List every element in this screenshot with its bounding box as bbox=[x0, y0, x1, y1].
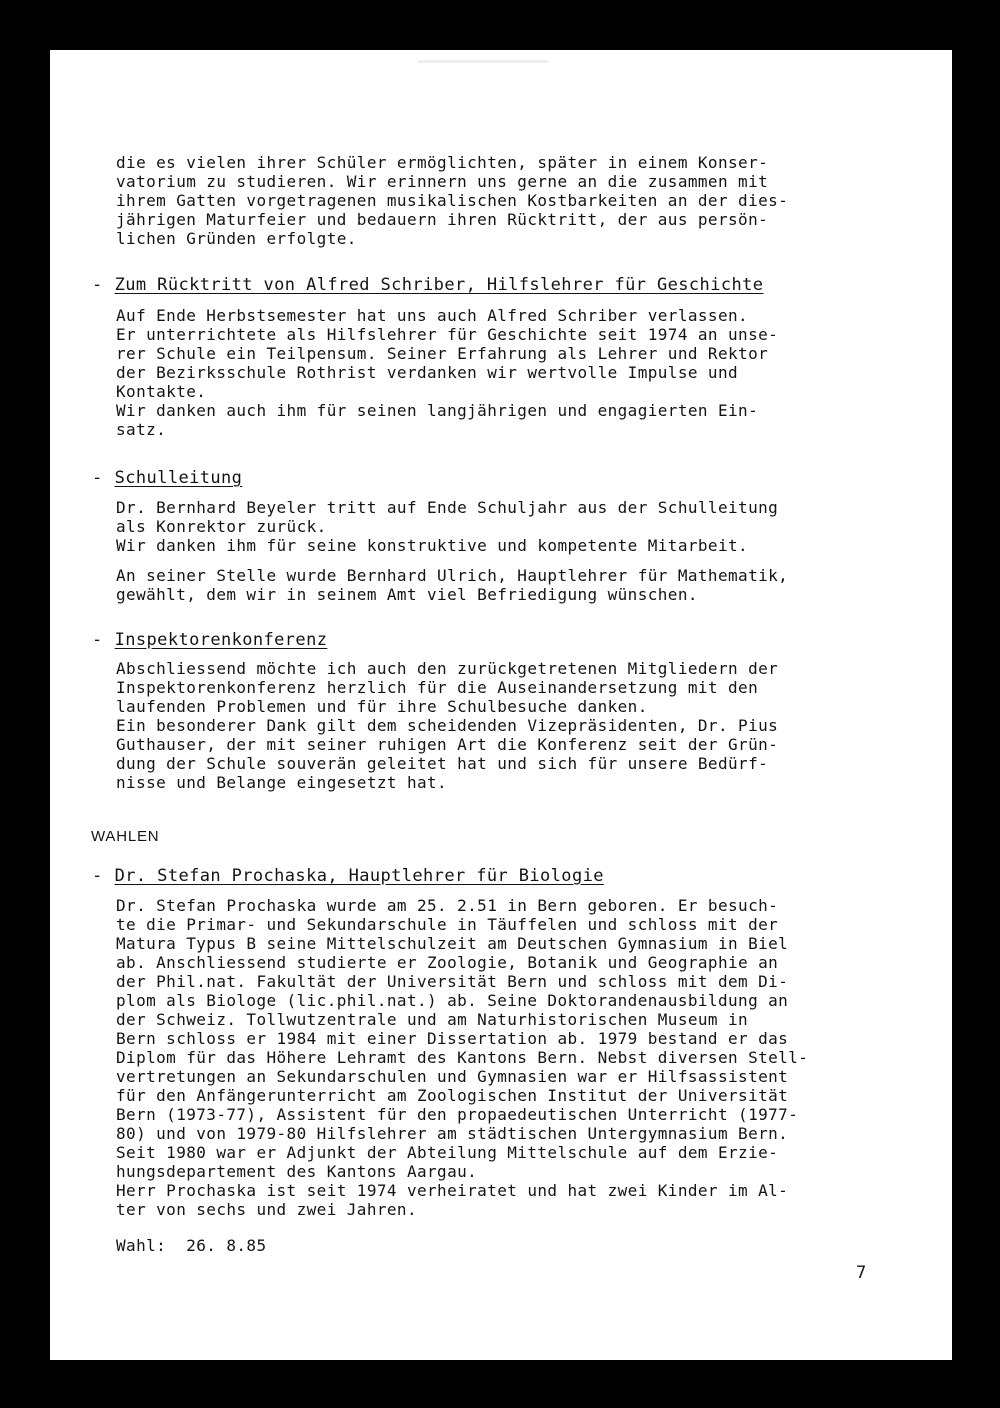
text-line: satz. bbox=[116, 420, 167, 439]
text-line: jährigen Maturfeier und bedauern ihren Rücktritt, der aus persön- bbox=[116, 210, 769, 229]
section-heading-schriber bbox=[92, 276, 763, 295]
text-line: An seiner Stelle wurde Bernhard Ulrich, Hauptlehrer für Mathematik, bbox=[116, 566, 789, 585]
schulleitung-paragraph-2 bbox=[116, 566, 916, 604]
text-line: Ein besonderer Dank gilt dem scheidenden Vizepräsidenten, Dr. Pius bbox=[116, 716, 779, 735]
intro-paragraph bbox=[116, 153, 916, 248]
text-line: Bern schloss er 1984 mit einer Dissertation ab. 1979 bestand er das bbox=[116, 1029, 789, 1048]
text-line: für den Anfängerunterricht am Zoologischen Institut der Universität bbox=[116, 1086, 789, 1105]
section-heading-schulleitung bbox=[92, 469, 242, 488]
text-line: Inspektorenkonferenz herzlich für die Auseinandersetzung mit den bbox=[116, 678, 759, 697]
text-line: ihrem Gatten vorgetragenen musikalischen Kostbarkeiten an der dies- bbox=[116, 191, 789, 210]
text-line: Herr Prochaska ist seit 1974 verheiratet und hat zwei Kinder im Al- bbox=[116, 1181, 789, 1200]
text-line: Auf Ende Herbstsemester hat uns auch Alfred Schriber verlassen. bbox=[116, 306, 749, 325]
text-line: Dr. Bernhard Beyeler tritt auf Ende Schuljahr aus der Schulleitung bbox=[116, 498, 779, 517]
text-line: nisse und Belange eingesetzt hat. bbox=[116, 773, 448, 792]
text-line: vertretungen an Sekundarschulen und Gymnasien war er Hilfsassistent bbox=[116, 1067, 789, 1086]
text-line: Wir danken ihm für seine konstruktive und kompetente Mitarbeit. bbox=[116, 536, 749, 555]
text-line: rer Schule ein Teilpensum. Seiner Erfahrung als Lehrer und Rektor bbox=[116, 344, 769, 363]
text-line: als Konrektor zurück. bbox=[116, 517, 327, 536]
bullet-dash: - bbox=[92, 630, 103, 650]
text-line: laufenden Problemen und für ihre Schulbesuche danken. bbox=[116, 697, 648, 716]
inspektoren-paragraph bbox=[116, 659, 916, 792]
schriber-paragraph bbox=[116, 306, 916, 439]
text-line: der Schweiz. Tollwutzentrale und am Naturhistorischen Museum in bbox=[116, 1010, 749, 1029]
bullet-dash: - bbox=[92, 275, 103, 295]
heading-text: Dr. Stefan Prochaska, Hauptlehrer für Biologie bbox=[114, 866, 604, 886]
text-line: plom als Biologe (lic.phil.nat.) ab. Seine Doktorandenausbildung an bbox=[116, 991, 789, 1010]
text-line: Er unterrichtete als Hilfslehrer für Geschichte seit 1974 an unse- bbox=[116, 325, 779, 344]
text-line: Seit 1980 war er Adjunkt der Abteilung Mittelschule auf dem Erzie- bbox=[116, 1143, 779, 1162]
election-date: Wahl: 26. 8.85 bbox=[116, 1236, 267, 1255]
text-line: Dr. Stefan Prochaska wurde am 25. 2.51 in Bern geboren. Er besuch- bbox=[116, 896, 779, 915]
bullet-dash: - bbox=[92, 468, 103, 488]
text-line: dung der Schule souverän geleitet hat und sich für unsere Bedürf- bbox=[116, 754, 769, 773]
text-line: hungsdepartement des Kantons Aargau. bbox=[116, 1162, 478, 1181]
page-number: 7 bbox=[856, 1263, 867, 1283]
text-line: te die Primar- und Sekundarschule in Täuffelen und schloss mit der bbox=[116, 915, 779, 934]
text-line: ab. Anschliessend studierte er Zoologie, Botanik und Geographie an bbox=[116, 953, 779, 972]
schulleitung-paragraph-1 bbox=[116, 498, 916, 555]
text-line: ter von sechs und zwei Jahren. bbox=[116, 1200, 417, 1219]
section-label-wahlen: WAHLEN bbox=[91, 828, 160, 845]
text-line: der Phil.nat. Fakultät der Universität Bern und schloss mit dem Di- bbox=[116, 972, 789, 991]
text-line: 80) und von 1979-80 Hilfslehrer am städtischen Untergymnasium Bern. bbox=[116, 1124, 789, 1143]
text-line: Guthauser, der mit seiner ruhigen Art die Konferenz seit der Grün- bbox=[116, 735, 779, 754]
document-page bbox=[50, 50, 952, 1360]
text-line: lichen Gründen erfolgte. bbox=[116, 229, 357, 248]
text-line: Diplom für das Höhere Lehramt des Kantons Bern. Nebst diversen Stell- bbox=[116, 1048, 809, 1067]
text-line: die es vielen ihrer Schüler ermöglichten, später in einem Konser- bbox=[116, 153, 769, 172]
heading-text: Schulleitung bbox=[114, 468, 243, 488]
text-line: Matura Typus B seine Mittelschulzeit am Deutschen Gymnasium in Biel bbox=[116, 934, 789, 953]
text-line: gewählt, dem wir in seinem Amt viel Befriedigung wünschen. bbox=[116, 585, 698, 604]
scan-smudge bbox=[418, 60, 548, 63]
bullet-dash: - bbox=[92, 866, 103, 886]
text-line: vatorium zu studieren. Wir erinnern uns gerne an die zusammen mit bbox=[116, 172, 769, 191]
text-line: der Bezirksschule Rothrist verdanken wir wertvolle Impulse und bbox=[116, 363, 739, 382]
section-heading-prochaska bbox=[92, 867, 604, 886]
text-line: Bern (1973-77), Assistent für den propaedeutischen Unterricht (1977- bbox=[116, 1105, 799, 1124]
text-line: Abschliessend möchte ich auch den zurückgetretenen Mitgliedern der bbox=[116, 659, 779, 678]
heading-text: Inspektorenkonferenz bbox=[114, 630, 328, 650]
prochaska-paragraph bbox=[116, 896, 916, 1219]
text-line: Kontakte. bbox=[116, 382, 207, 401]
section-heading-inspektorenkonferenz bbox=[92, 631, 327, 650]
heading-text: Zum Rücktritt von Alfred Schriber, Hilfslehrer für Geschichte bbox=[114, 275, 764, 295]
text-line: Wir danken auch ihm für seinen langjährigen und engagierten Ein- bbox=[116, 401, 759, 420]
